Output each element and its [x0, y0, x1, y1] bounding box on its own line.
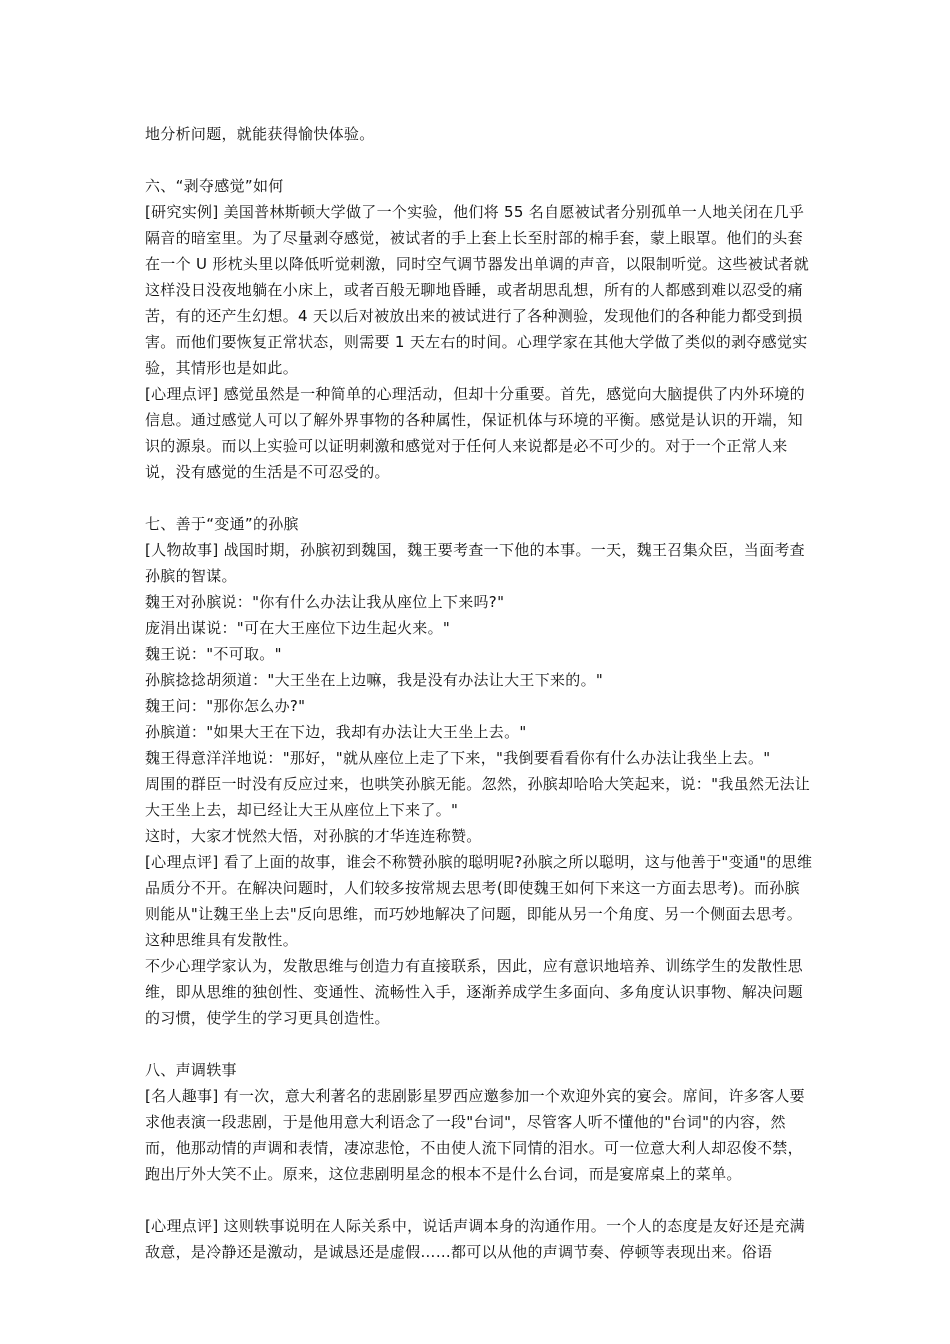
paragraph: [名人趣事] 有一次，意大利著名的悲剧影星罗西应邀参加一个欢迎外宾的宴会。席间，许多客人要求他表演一段悲剧，于是他用意大利语念了一段"台词"，尽管客人听不懂他的"台词"的内容，然而，他那动情的声调和表情，凄凉悲怆，不由使人流下同情的泪水。可一位意大利人却忍俊不禁，跑出厅外大笑不止。原来，这位悲剧明星念的根本不是什么台词，而是宴席桌上的菜单。	[145, 1087, 805, 1183]
paragraph: 不少心理学家认为，发散思维与创造力有直接联系，因此，应有意识地培养、训练学生的发散性思维，即从思维的独创性、变通性、流畅性入手，逐渐养成学生多面向、多角度认识事物、解决问题的习惯，使学生的学习更具创造性。	[145, 957, 803, 1027]
dialogue-line: 孙膑道："如果大王在下边，我却有办法让大王坐上去。"	[145, 723, 527, 741]
dialogue-line: 魏王问："那你怎么办?"	[145, 697, 306, 715]
paragraph: [心理点评] 感觉虽然是一种简单的心理活动，但却十分重要。首先，感觉向大脑提供了内外环境的信息。通过感觉人可以了解外界事物的各种属性，保证机体与环境的平衡。感觉是认识的开端，知识的源泉。而以上实验可以证明刺激和感觉对于任何人来说都是必不可少的。对于一个正常人来说，没有感觉的生活是不可忍受的。	[145, 385, 805, 481]
dialogue-line: 魏王得意洋洋地说："那好，"就从座位上走了下来，"我倒要看看你有什么办法让我坐上去。"	[145, 749, 771, 767]
paragraph: [研究实例] 美国普林斯顿大学做了一个实验，他们将 55 名自愿被试者分别孤单一人地关闭在几乎隔音的暗室里。为了尽量剥夺感觉，被试者的手上套上长至肘部的棉手套，蒙上眼罩。他们的头套在一个 U 形枕头里以降低听觉刺激，同时空气调节器发出单调的声音，以限制听觉。这些被试者就这样没日没夜地躺在小床上，或者百般无聊地昏睡，或者胡思乱想，所有的人都感到难以忍受的痛苦，有的还产生幻想。4 天以后对被放出来的被试进行了各种测验，发现他们的各种能力都受到损害。而他们要恢复正常状态，则需要 1 天左右的时间。心理学家在其他大学做了类似的剥夺感觉实验，其情形也是如此。	[145, 203, 810, 377]
paragraph: 这时，大家才恍然大悟，对孙膑的才华连连称赞。	[145, 827, 482, 845]
dialogue-line: 魏王对孙膑说："你有什么办法让我从座位上下来吗?"	[145, 593, 505, 611]
section-heading: 七、善于“变通”的孙膑	[145, 515, 299, 533]
paragraph: 地分析问题，就能获得愉快体验。	[145, 125, 375, 143]
section-heading: 六、“剥夺感觉”如何	[145, 177, 284, 195]
section-heading: 八、声调轶事	[145, 1061, 237, 1079]
blank-line	[145, 1031, 815, 1057]
blank-line	[145, 147, 815, 173]
paragraph: 周围的群臣一时没有反应过来，也哄笑孙膑无能。忽然，孙膑却哈哈大笑起来，说："我虽然无法让大王坐上去，却已经让大王从座位上下来了。"	[145, 775, 811, 819]
blank-line	[145, 485, 815, 511]
document-page	[145, 121, 815, 1265]
dialogue-line: 孙膑捻捻胡须道："大王坐在上边嘛，我是没有办法让大王下来的。"	[145, 671, 604, 689]
paragraph: [心理点评] 这则轶事说明在人际关系中，说话声调本身的沟通作用。一个人的态度是友好还是充满敌意，是冷静还是激动，是诚恳还是虚假……都可以从他的声调节奏、停顿等表现出来。俗语	[145, 1217, 805, 1261]
dialogue-line: 庞涓出谋说："可在大王座位下边生起火来。"	[145, 619, 451, 637]
dialogue-line: 魏王说："不可取。"	[145, 645, 282, 663]
paragraph: [人物故事] 战国时期，孙膑初到魏国，魏王要考查一下他的本事。一天，魏王召集众臣，当面考查孙膑的智谋。	[145, 541, 805, 585]
blank-line	[145, 1187, 815, 1213]
paragraph: [心理点评] 看了上面的故事，谁会不称赞孙膑的聪明呢?孙膑之所以聪明，这与他善于"变通"的思维品质分不开。在解决问题时，人们较多按常规去思考(即使魏王如何下来这一方面去思考)。而孙膑则能从"让魏王坐上去"反向思维，而巧妙地解决了问题，即能从另一个角度、另一个侧面去思考。这种思维具有发散性。	[145, 853, 813, 949]
